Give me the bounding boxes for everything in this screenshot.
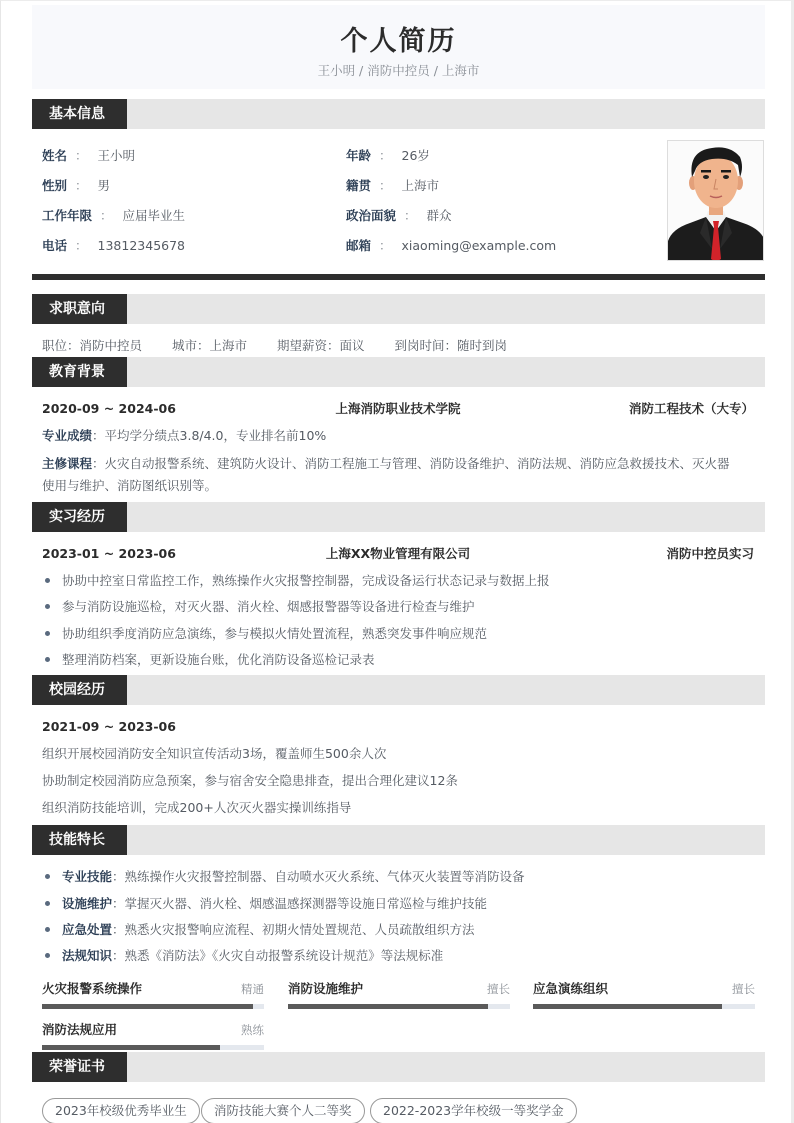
intent-city: 城市：上海市 bbox=[172, 338, 248, 353]
progress-track bbox=[42, 1004, 264, 1009]
info-label: 邮箱 bbox=[346, 238, 372, 253]
section-basic-info bbox=[32, 99, 765, 129]
resume-header bbox=[32, 5, 765, 89]
info-value: 群众 bbox=[426, 208, 452, 223]
section-skills bbox=[32, 825, 765, 855]
intent-position: 职位：消防中控员 bbox=[42, 338, 143, 353]
section-campus bbox=[32, 675, 765, 705]
section-education bbox=[32, 357, 765, 387]
bullet-icon bbox=[45, 901, 50, 906]
progress-fill bbox=[42, 1004, 253, 1009]
education-courses: 主修课程：火灾自动报警系统、建筑防火设计、消防工程施工与管理、消防设备维护、消防法规、消防应急救援技术、灭火器 bbox=[42, 456, 730, 471]
honor-tag: 2022-2023学年校级一等奖学金 bbox=[370, 1098, 577, 1123]
section-title: 实习经历 bbox=[32, 502, 127, 532]
list-item: 应急处置：熟悉火灾报警响应流程、初期火情处置规范、人员疏散组织方法 bbox=[42, 921, 475, 939]
page-subtitle: 王小明 / 消防中控员 / 上海市 bbox=[317, 63, 480, 78]
info-age: 年龄 ： 26岁 bbox=[346, 148, 430, 163]
info-label: 籍贯 bbox=[346, 178, 372, 193]
section-internship bbox=[32, 502, 765, 532]
education-period: 2020-09 ~ 2024-06 bbox=[42, 401, 176, 416]
info-gender: 性别 ： 男 bbox=[42, 178, 111, 193]
bullet-icon bbox=[45, 874, 50, 879]
info-value: 王小明 bbox=[97, 148, 136, 163]
divider bbox=[32, 274, 765, 280]
list-item: 法规知识：熟悉《消防法》《火灾自动报警系统设计规范》等法规标准 bbox=[42, 947, 443, 965]
info-label: 电话 bbox=[42, 238, 68, 253]
section-honors bbox=[32, 1052, 765, 1082]
info-value: xiaoming@example.com bbox=[401, 238, 557, 253]
job-intent-row bbox=[42, 337, 507, 355]
progress-fill bbox=[42, 1045, 220, 1050]
info-hometown: 籍贯 ： 上海市 bbox=[346, 178, 440, 193]
info-value: 13812345678 bbox=[97, 238, 186, 253]
info-value: 男 bbox=[97, 178, 111, 193]
skill-bar: 消防法规应用 熟练 bbox=[42, 1021, 264, 1051]
honor-tag: 消防技能大赛个人二等奖 bbox=[201, 1098, 365, 1123]
bullet-icon bbox=[45, 953, 50, 958]
internship-role: 消防中控员实习 bbox=[666, 546, 754, 561]
progress-track bbox=[288, 1004, 510, 1009]
avatar-photo bbox=[667, 140, 764, 261]
list-item: 组织开展校园消防安全知识宣传活动3场，覆盖师生500余人次 bbox=[42, 746, 387, 761]
portrait-icon bbox=[668, 141, 764, 261]
section-title: 求职意向 bbox=[32, 294, 127, 324]
section-title: 技能特长 bbox=[32, 825, 127, 855]
section-job-intent bbox=[32, 294, 765, 324]
list-item: 参与消防设施巡检，对灭火器、消火栓、烟感报警器等设备进行检查与维护 bbox=[42, 598, 475, 616]
education-courses-cont: 使用与维护、消防图纸识别等。 bbox=[42, 478, 218, 493]
progress-track bbox=[42, 1045, 264, 1050]
progress-fill bbox=[533, 1004, 722, 1009]
education-major: 消防工程技术（大专） bbox=[628, 401, 754, 416]
list-item: 专业技能：熟练操作火灾报警控制器、自动喷水灭火系统、气体灭火装置等消防设备 bbox=[42, 868, 525, 886]
skill-bar: 应急演练组织 擅长 bbox=[533, 980, 755, 1010]
internship-period: 2023-01 ~ 2023-06 bbox=[42, 546, 176, 561]
bullet-icon bbox=[45, 604, 50, 609]
info-label: 姓名 bbox=[42, 148, 68, 163]
progress-track bbox=[533, 1004, 755, 1009]
bullet-icon bbox=[45, 657, 50, 662]
info-value: 26岁 bbox=[401, 148, 430, 163]
section-title: 校园经历 bbox=[32, 675, 127, 705]
page-title: 个人简历 bbox=[340, 26, 457, 57]
education-grades: 专业成绩：平均学分绩点3.8/4.0，专业排名前10% bbox=[42, 428, 327, 443]
list-item: 整理消防档案，更新设施台账，优化消防设备巡检记录表 bbox=[42, 651, 375, 669]
education-school: 上海消防职业技术学院 bbox=[335, 401, 461, 416]
info-work-years: 工作年限 ： 应届毕业生 bbox=[42, 208, 186, 223]
info-email: 邮箱 ： xiaoming@example.com bbox=[346, 238, 557, 253]
info-label: 政治面貌 bbox=[346, 208, 397, 223]
info-phone: 电话 ： 13812345678 bbox=[42, 238, 186, 253]
info-political: 政治面貌 ： 群众 bbox=[346, 208, 452, 223]
section-title: 基本信息 bbox=[32, 99, 127, 129]
section-title: 荣誉证书 bbox=[32, 1052, 127, 1082]
skill-bar: 消防设施维护 擅长 bbox=[288, 980, 510, 1010]
info-value: 应届毕业生 bbox=[122, 208, 186, 223]
list-item: 协助制定校园消防应急预案，参与宿舍安全隐患排查，提出合理化建议12条 bbox=[42, 773, 458, 788]
list-item: 协助中控室日常监控工作，熟练操作火灾报警控制器，完成设备运行状态记录与数据上报 bbox=[42, 572, 550, 590]
info-label: 工作年限 bbox=[42, 208, 93, 223]
internship-company: 上海XX物业管理有限公司 bbox=[325, 546, 471, 561]
bullet-icon bbox=[45, 578, 50, 583]
list-item: 设施维护：掌握灭火器、消火栓、烟感温感探测器等设施日常巡检与维护技能 bbox=[42, 895, 487, 913]
intent-salary: 期望薪资：面议 bbox=[277, 338, 365, 353]
intent-start: 到岗时间：随时到岗 bbox=[394, 338, 508, 353]
list-item: 组织消防技能培训，完成200+人次灭火器实操训练指导 bbox=[42, 800, 352, 815]
bullet-icon bbox=[45, 927, 50, 932]
info-value: 上海市 bbox=[401, 178, 440, 193]
education-header bbox=[42, 400, 754, 418]
info-name: 姓名 ： 王小明 bbox=[42, 148, 136, 163]
bullet-icon bbox=[45, 631, 50, 636]
progress-fill bbox=[288, 1004, 488, 1009]
section-title: 教育背景 bbox=[32, 357, 127, 387]
skill-bar: 火灾报警系统操作 精通 bbox=[42, 980, 264, 1010]
list-item: 协助组织季度消防应急演练，参与模拟火情处置流程，熟悉突发事件响应规范 bbox=[42, 625, 487, 643]
honor-tag: 2023年校级优秀毕业生 bbox=[42, 1098, 200, 1123]
campus-period: 2021-09 ~ 2023-06 bbox=[42, 719, 176, 734]
info-label: 年龄 bbox=[346, 148, 372, 163]
internship-header bbox=[42, 545, 754, 563]
info-label: 性别 bbox=[42, 178, 68, 193]
